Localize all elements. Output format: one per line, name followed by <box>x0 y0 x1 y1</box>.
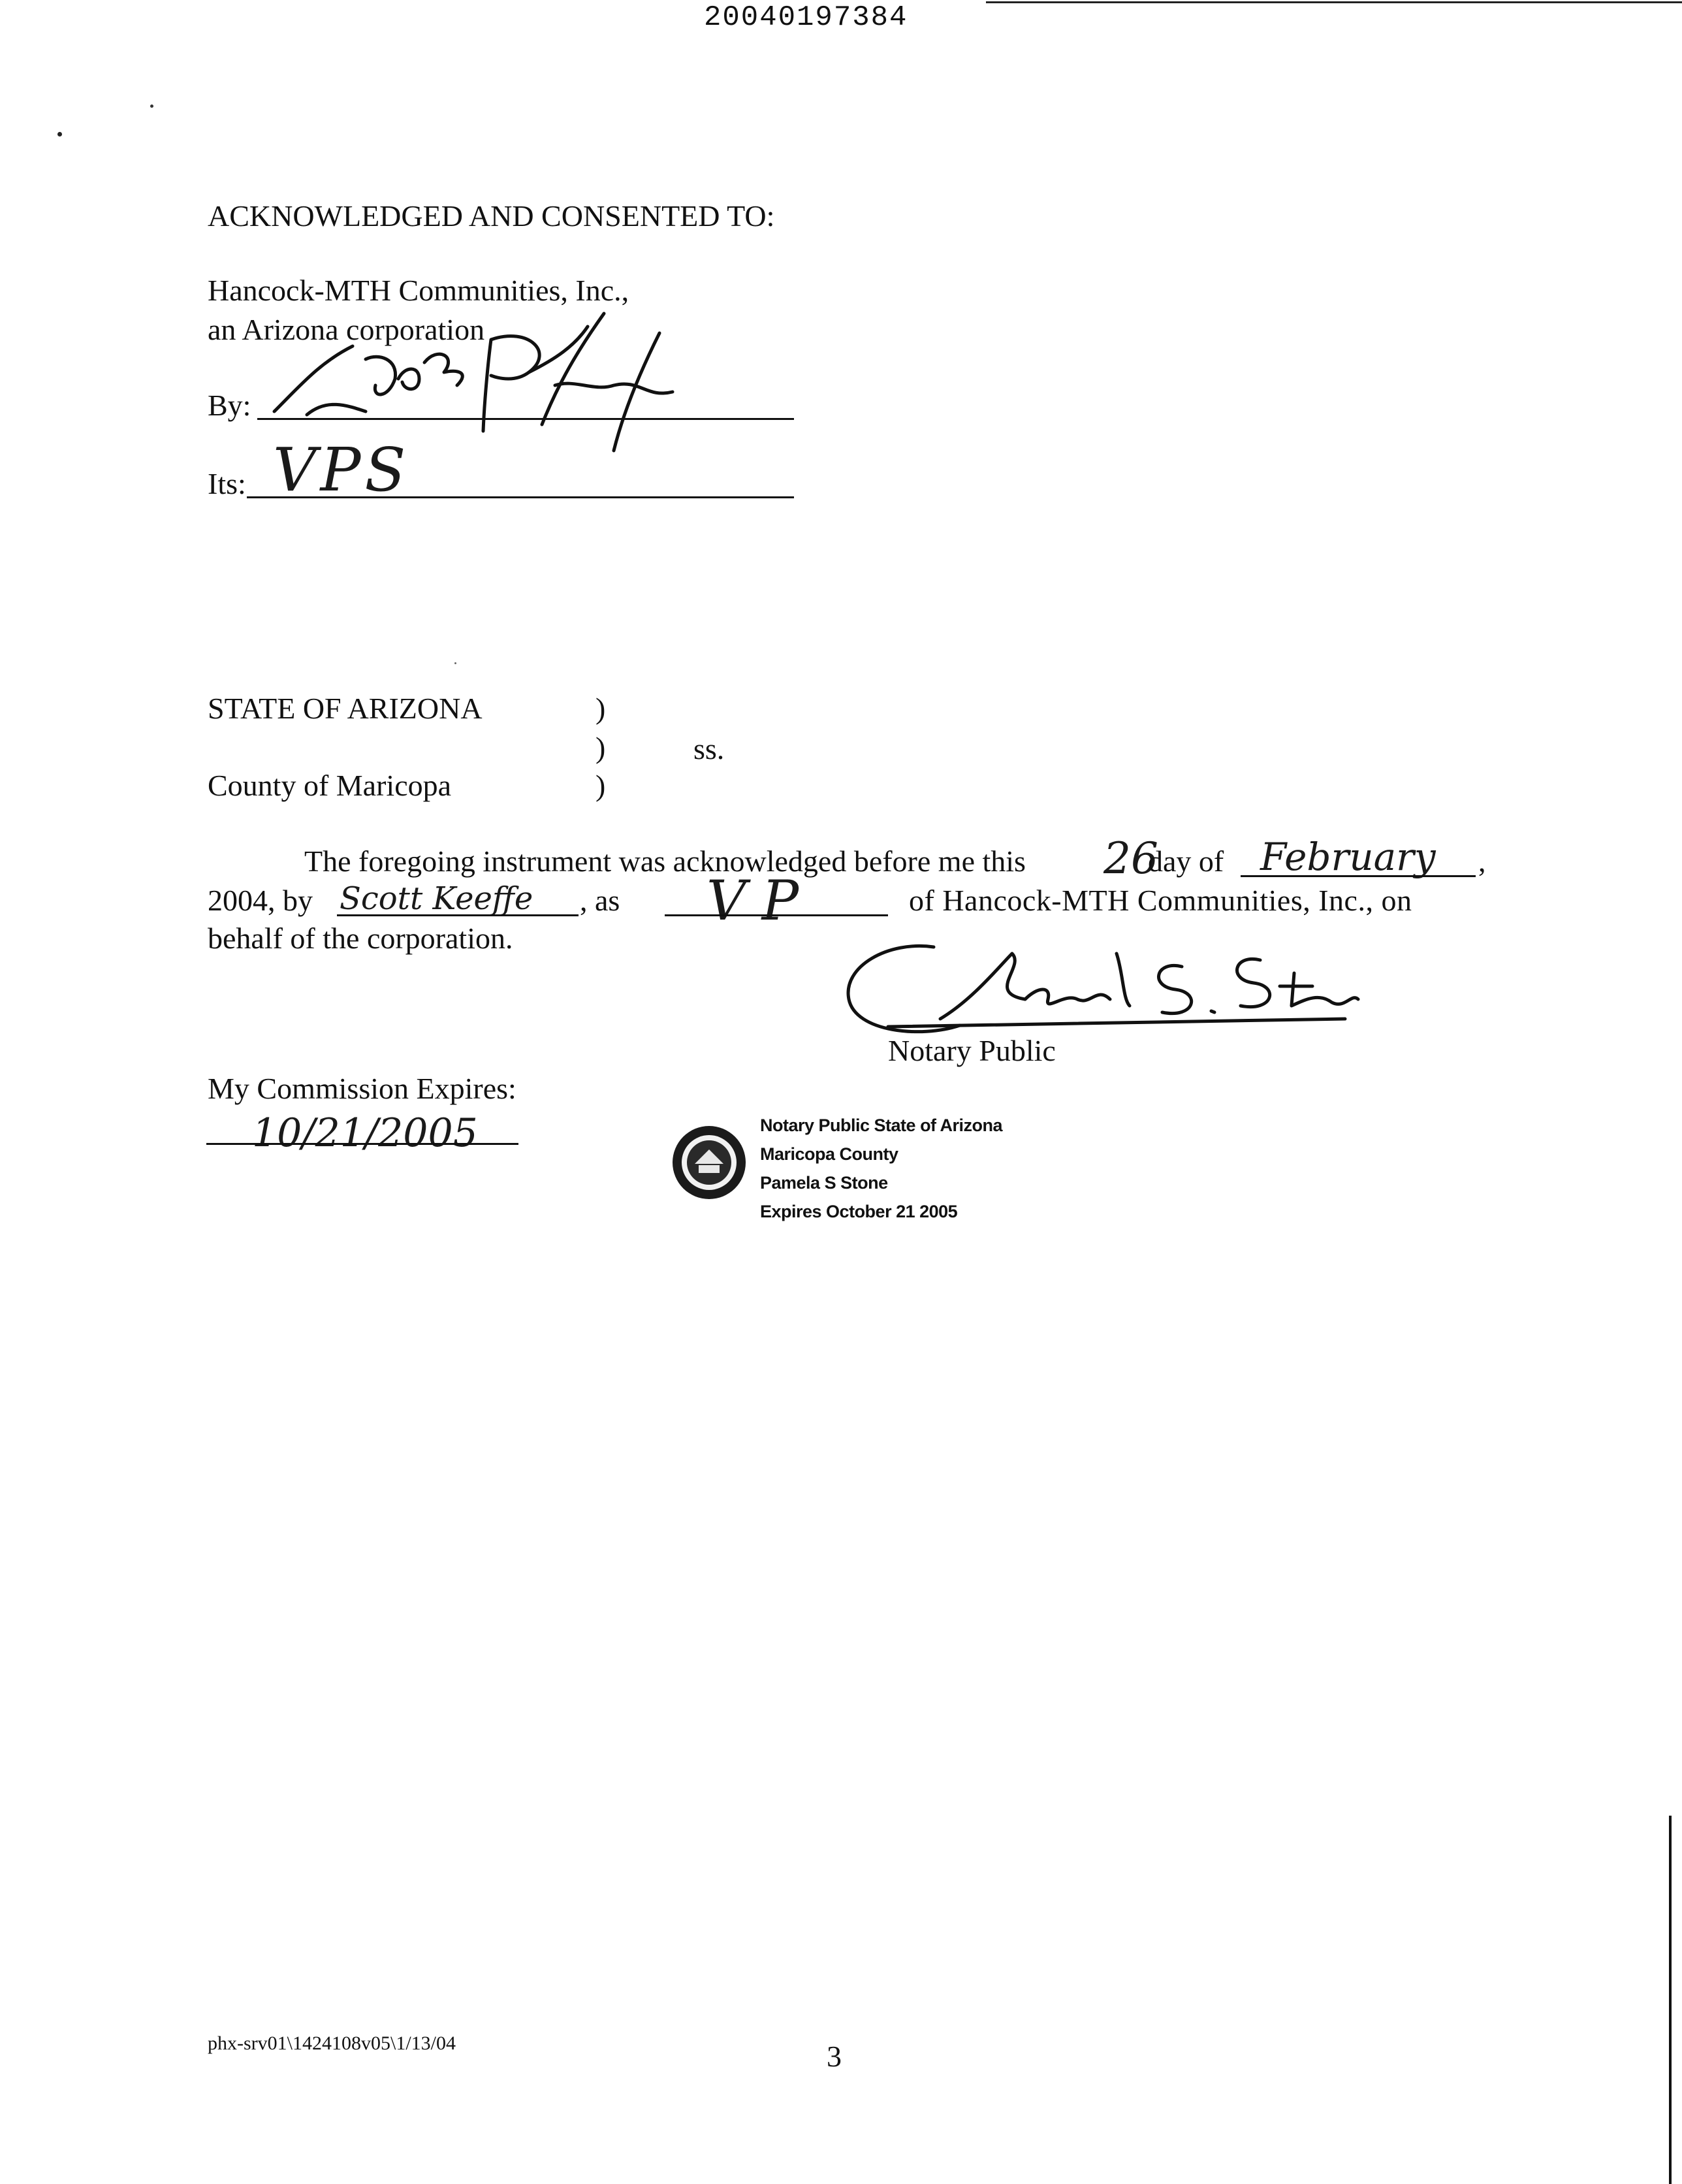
seal-line-4: Expires October 21 2005 <box>760 1202 958 1221</box>
authorized-signature <box>248 300 705 457</box>
notary-text-line1a: The foregoing instrument was acknowledged before me this <box>304 844 1026 878</box>
venue-paren-1: ) <box>595 692 606 725</box>
top-scan-line <box>986 1 1682 3</box>
seal-line-3: Pamela S Stone <box>760 1173 888 1193</box>
notary-text-line2b: , as <box>580 884 620 917</box>
name-handwritten: Scott Keeffe <box>340 880 533 917</box>
month-line <box>1241 875 1476 877</box>
page-number: 3 <box>827 2040 842 2073</box>
notary-text-line3: behalf of the corporation. <box>208 922 513 955</box>
name-line <box>337 914 579 916</box>
notary-text-line1b: day of <box>1148 844 1224 878</box>
scan-edge-line <box>1669 1816 1672 2184</box>
seal-line-2: Maricopa County <box>760 1144 898 1164</box>
company-state: an Arizona corporation <box>208 313 485 346</box>
its-handwritten-title: VPS <box>273 435 410 505</box>
footer-file-reference: phx-srv01\1424108v05\1/13/04 <box>208 2032 456 2054</box>
company-name: Hancock-MTH Communities, Inc., <box>208 274 629 307</box>
venue-ss: ss. <box>693 732 725 765</box>
scan-speck <box>150 104 153 108</box>
document-number: 20040197384 <box>704 1 908 34</box>
acknowledged-heading: ACKNOWLEDGED AND CONSENTED TO: <box>208 199 775 233</box>
notary-text-line1c: , <box>1478 844 1486 878</box>
title-line <box>665 914 888 916</box>
venue-county: County of Maricopa <box>208 769 452 802</box>
its-line <box>247 496 794 498</box>
commission-date-handwritten: 10/21/2005 <box>252 1110 478 1156</box>
notary-public-label: Notary Public <box>888 1034 1056 1067</box>
commission-label: My Commission Expires: <box>208 1072 516 1105</box>
venue-state: STATE OF ARIZONA <box>208 692 483 725</box>
its-label: Its: <box>208 467 246 500</box>
scan-speck <box>454 662 456 664</box>
venue-paren-3: ) <box>595 769 606 802</box>
commission-line <box>206 1143 518 1145</box>
venue-paren-2: ) <box>595 731 606 764</box>
by-label: By: <box>208 389 251 422</box>
seal-line-1: Notary Public State of Arizona <box>760 1116 1003 1135</box>
scan-speck <box>57 132 62 136</box>
notary-text-line2c: of Hancock-MTH Communities, Inc., on <box>909 884 1412 917</box>
notary-signature <box>829 927 1365 1045</box>
notary-text-line2a: 2004, by <box>208 884 313 917</box>
title-handwritten: VP <box>706 869 815 933</box>
notary-seal-emblem <box>670 1123 748 1202</box>
day-handwritten: 26 <box>1103 833 1158 884</box>
month-handwritten: February <box>1260 835 1436 879</box>
